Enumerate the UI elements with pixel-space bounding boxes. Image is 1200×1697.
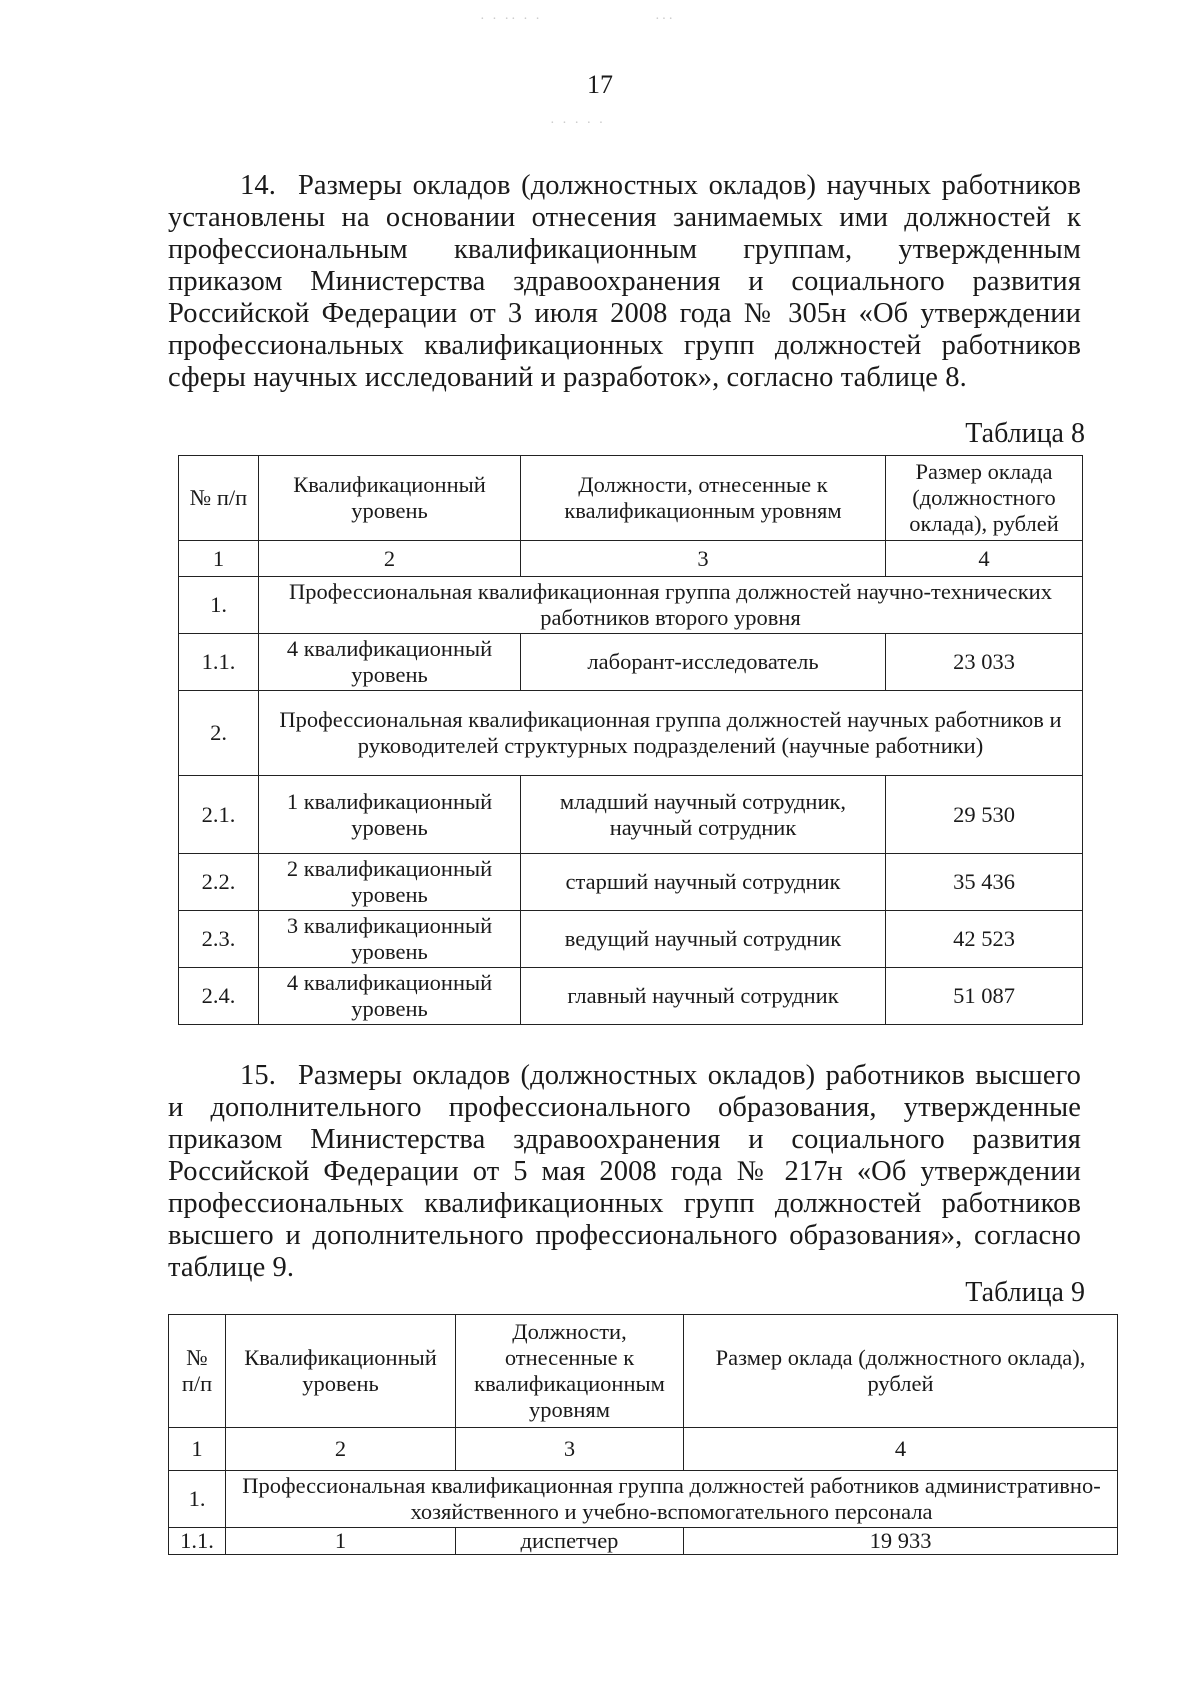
header-cell: Квалификационный уровень [259, 456, 521, 541]
table-row [169, 1528, 1118, 1555]
position-cell: младший научный сотрудник, научный сотрудник [521, 776, 886, 854]
row-number-cell: 1.1. [169, 1528, 226, 1555]
table-row [179, 541, 1083, 577]
column-number-cell: 3 [456, 1428, 684, 1471]
position-cell: лаборант-исследователь [521, 634, 886, 691]
paragraph-15 [168, 1060, 1081, 1284]
table-9 [168, 1314, 1118, 1555]
page-number: 17 [587, 70, 613, 99]
table-row [179, 691, 1083, 776]
scan-artifact: · · · · · [550, 116, 606, 131]
paragraph-14-number: 14. [240, 170, 276, 201]
position-cell: главный научный сотрудник [521, 968, 886, 1025]
level-cell: 4 квалификационный уровень [259, 634, 521, 691]
scan-artifact: ··· [655, 12, 675, 27]
paragraph-14-text: Размеры окладов (должностных окладов) научных работников установлены на основании отнесения занимаемых ими должностей к профессиональным квалификационным группам, утвержденным приказом Министерства здравоохранения и социального развития Российской Федерации от 3 июля 2008 года № 305н «Об утверждении профессиональных квалификационных групп должностей работников сферы научных исследований и разработок», согласно таблице 8. [168, 170, 1081, 393]
column-number-cell: 3 [521, 541, 886, 577]
table-row [179, 456, 1083, 541]
paragraph-14 [168, 170, 1081, 394]
table-row [179, 577, 1083, 634]
level-cell: 4 квалификационный уровень [259, 968, 521, 1025]
table-8-caption: Таблица 8 [965, 418, 1085, 449]
column-number-cell: 4 [886, 541, 1083, 577]
scan-artifact: · · ·· · · [480, 12, 542, 27]
salary-cell: 19 933 [684, 1528, 1118, 1555]
row-number-cell: 2.4. [179, 968, 259, 1025]
position-cell: старший научный сотрудник [521, 854, 886, 911]
row-number-cell: 2. [179, 691, 259, 776]
level-cell: 2 квалификационный уровень [259, 854, 521, 911]
salary-cell: 29 530 [886, 776, 1083, 854]
row-number-cell: 2.2. [179, 854, 259, 911]
table-row [179, 776, 1083, 854]
column-number-cell: 1 [179, 541, 259, 577]
row-number-cell: 2.1. [179, 776, 259, 854]
position-cell: диспетчер [456, 1528, 684, 1555]
table-row [169, 1428, 1118, 1471]
level-cell: 3 квалификационный уровень [259, 911, 521, 968]
column-number-cell: 1 [169, 1428, 226, 1471]
column-number-cell: 2 [259, 541, 521, 577]
level-cell: 1 [226, 1528, 456, 1555]
table-row [169, 1471, 1118, 1528]
header-cell: Должности, отнесенные к квалификационным уровням [521, 456, 886, 541]
column-number-cell: 2 [226, 1428, 456, 1471]
salary-cell: 23 033 [886, 634, 1083, 691]
header-cell: Размер оклада (должностного оклада), рублей [886, 456, 1083, 541]
row-number-cell: 2.3. [179, 911, 259, 968]
row-number-cell: 1.1. [179, 634, 259, 691]
group-title-cell: Профессиональная квалификационная группа должностей работников административно-хозяйственного и учебно-вспомогательного персонала [226, 1471, 1118, 1528]
table-row [179, 911, 1083, 968]
table-row [169, 1315, 1118, 1428]
header-cell: № п/п [169, 1315, 226, 1428]
group-title-cell: Профессиональная квалификационная группа должностей научных работников и руководителей структурных подразделений (научные работники) [259, 691, 1083, 776]
row-number-cell: 1. [179, 577, 259, 634]
level-cell: 1 квалификационный уровень [259, 776, 521, 854]
salary-cell: 35 436 [886, 854, 1083, 911]
salary-cell: 51 087 [886, 968, 1083, 1025]
header-cell: Должности, отнесенные к квалификационным уровням [456, 1315, 684, 1428]
table-9-caption: Таблица 9 [965, 1277, 1085, 1308]
paragraph-15-number: 15. [240, 1060, 276, 1091]
header-cell: № п/п [179, 456, 259, 541]
header-cell: Размер оклада (должностного оклада), рублей [684, 1315, 1118, 1428]
table-row [179, 968, 1083, 1025]
column-number-cell: 4 [684, 1428, 1118, 1471]
table-row [179, 854, 1083, 911]
salary-cell: 42 523 [886, 911, 1083, 968]
position-cell: ведущий научный сотрудник [521, 911, 886, 968]
paragraph-15-text: Размеры окладов (должностных окладов) работников высшего и дополнительного профессионального образования, утвержденные приказом Министерства здравоохранения и социального развития Российской Федерации от 5 мая 2008 года № 217н «Об утверждении профессиональных квалификационных групп должностей работников высшего и дополнительного профессионального образования», согласно таблице 9. [168, 1060, 1081, 1283]
group-title-cell: Профессиональная квалификационная группа должностей научно-технических работников второго уровня [259, 577, 1083, 634]
header-cell: Квалификационный уровень [226, 1315, 456, 1428]
table-row [179, 634, 1083, 691]
row-number-cell: 1. [169, 1471, 226, 1528]
table-8 [178, 455, 1083, 1025]
